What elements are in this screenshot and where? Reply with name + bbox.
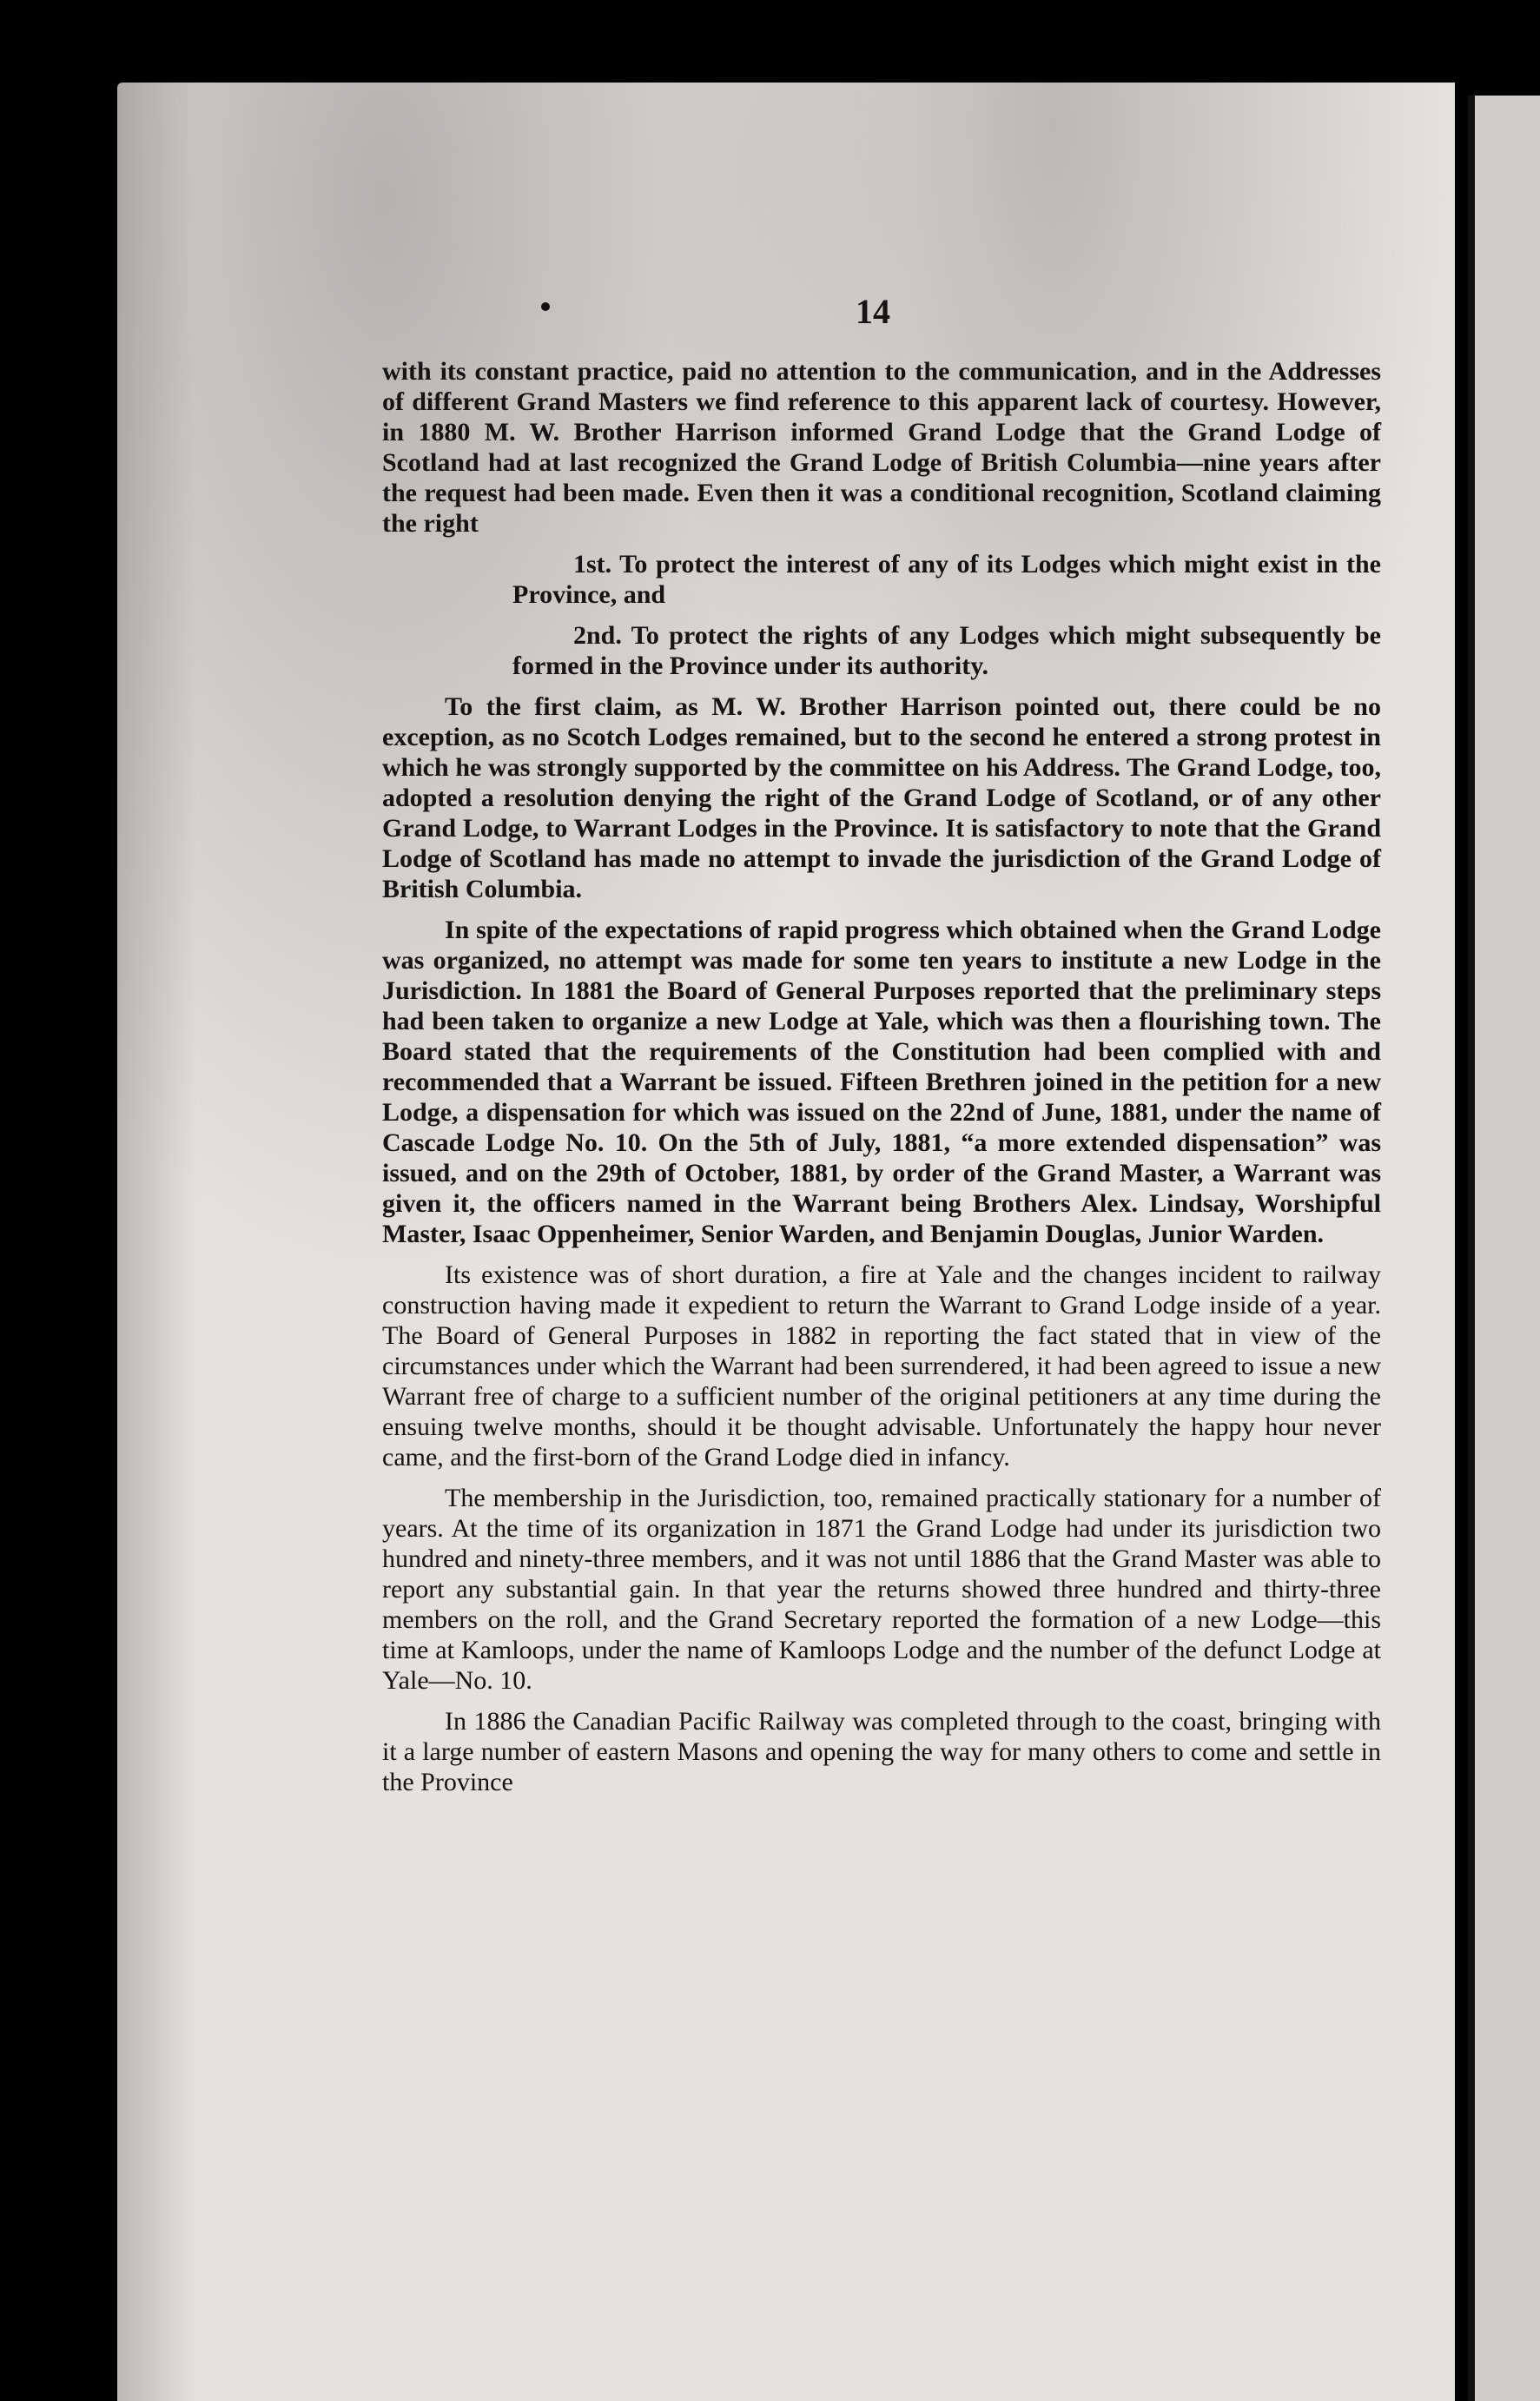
paragraph-membership: The membership in the Jurisdiction, too, remained practically stationary for a number of years. At the time of its organization in 1871 the Grand Lodge had under its jurisdiction two hundred and ninety-three members, and it was not until 1886 that the Grand Master was able to report any substantial gain. In that year the returns showed three hundred and thirty-three members on the roll, and the Grand Secretary reported the formation of a new Lodge—this time at Kamloops, under the name of Kamloops Lodge and the number of the defunct Lodge at Yale—No. 10. <box>382 1484 1381 1695</box>
adjacent-page-edge <box>1468 96 1540 2401</box>
paragraph-railway: In 1886 the Canadian Pacific Railway was completed through to the coast, bringing with it a large number of eastern Masons and opening the way for many others to come and settle in the Province <box>382 1707 1381 1796</box>
ink-speck <box>541 302 550 311</box>
claim-first: 1st. To protect the interest of any of its Lodges which might exist in the Province, and <box>512 550 1381 609</box>
paragraph-opening: with its constant practice, paid no attention to the communication, and in the Addresses of different Grand Masters we find reference to this apparent lack of courtesy. However, in 1880 M. W. Brother Harrison informed Grand Lodge that the Grand Lodge of Scotland had at last recognized the Grand Lodge of British Columbia—nine years after the request had been made. Even then it was a conditional recognition, Scotland claiming the right <box>382 357 1381 538</box>
paragraph-first-claim: To the first claim, as M. W. Brother Harrison pointed out, there could be no exception, as no Scotch Lodges remained, but to the second he entered a strong protest in which he was strongly supported by the committee on his Address. The Grand Lodge, too, adopted a resolution denying the right of the Grand Lodge of Scotland, or of any other Grand Lodge, to Warrant Lodges in the Province. It is satisfactory to note that the Grand Lodge of Scotland has made no attempt to invade the jurisdiction of the Grand Lodge of British Columbia. <box>382 692 1381 903</box>
paragraph-existence: Its existence was of short duration, a fire at Yale and the changes incident to railway construction having made it expedient to return the Warrant to Grand Lodge inside of a year. The Board of General Purposes in 1882 in reporting the fact stated that in view of the circumstances under which the Warrant had been surrendered, it had been agreed to issue a new Warrant free of charge to a sufficient number of the original petitioners at any time during the ensuing twelve months, should it be thought advisable. Unfortunately the happy hour never came, and the first-born of the Grand Lodge died in infancy. <box>382 1260 1381 1472</box>
body-text <box>382 356 1381 1808</box>
paragraph-expectations: In spite of the expectations of rapid progress which obtained when the Grand Lodge was organized, no attempt was made for some ten years to institute a new Lodge in the Jurisdiction. In 1881 the Board of General Purposes reported that the preliminary steps had been taken to organize a new Lodge at Yale, which was then a flourishing town. The Board stated that the requirements of the Constitution had been complied with and recommended that a Warrant be issued. Fifteen Brethren joined in the petition for a new Lodge, a dispensation for which was issued on the 22nd of June, 1881, under the name of Cascade Lodge No. 10. On the 5th of July, 1881, “a more extended dispensation” was issued, and on the 29th of October, 1881, by order of the Grand Master, a Warrant was given it, the officers named in the Warrant being Brothers Alex. Lindsay, Worshipful Master, Isaac Oppenheimer, Senior Warden, and Benjamin Douglas, Junior Warden. <box>382 916 1381 1248</box>
page-number: 14 <box>856 292 890 331</box>
claim-second: 2nd. To protect the rights of any Lodges which might subsequently be formed in the Province under its authority. <box>512 621 1381 680</box>
